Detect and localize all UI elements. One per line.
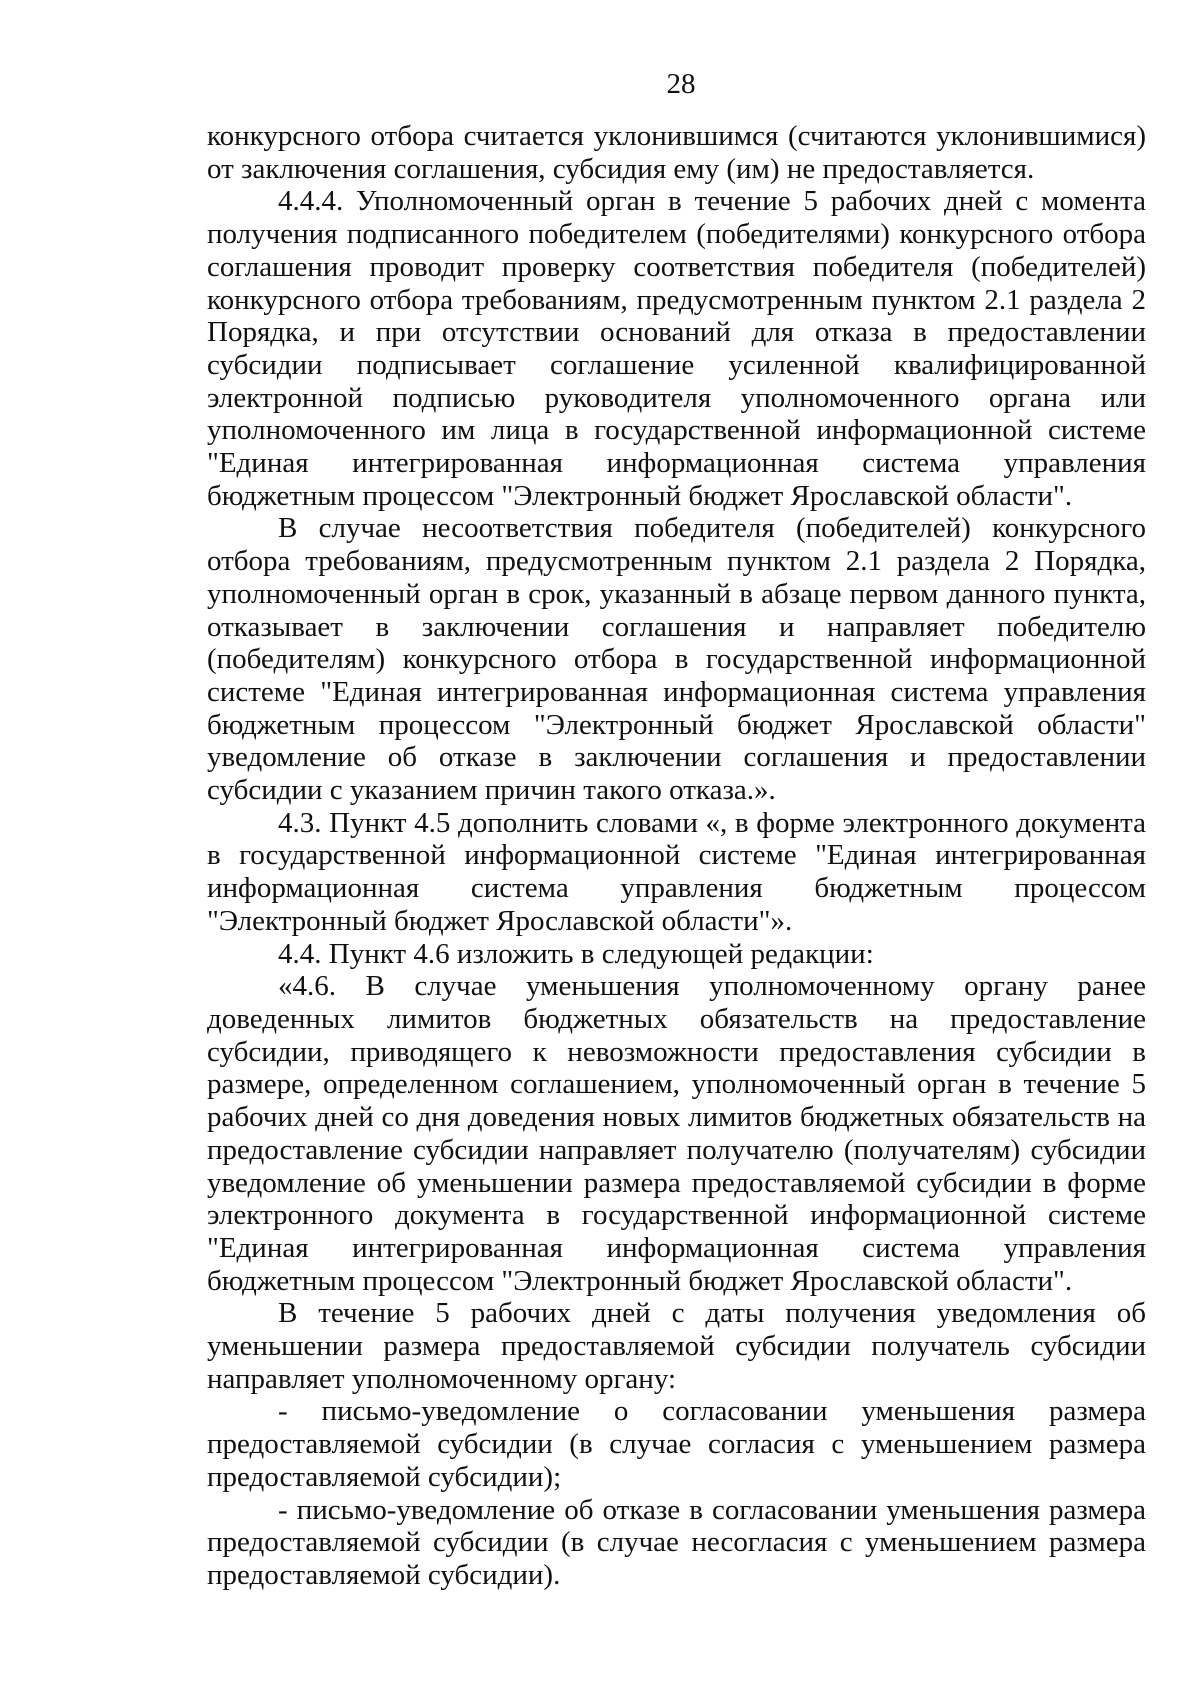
list-item-refusal-letter: - письмо-уведомление об отказе в согласовании уменьшения размера предоставляемой субсидии (в случае несогласия с уменьшением размера предоставляемой субсидии).: [207, 1493, 1146, 1591]
document-body: [207, 120, 1146, 1592]
page-number: 28: [666, 68, 696, 100]
paragraph-nonconformity: В случае несоответствия победителя (победителей) конкурсного отбора требованиям, предусмотренным пунктом 2.1 раздела 2 Порядка, уполномоченный орган в срок, указанный в абзаце первом данного пункта, отказывает в заключении соглашения и направляет победителю (победителям) конкурсного отбора в государственной информационной системе "Единая интегрированная информационная система управления бюджетным процессом "Электронный бюджет Ярославской области" уведомление об отказе в заключении соглашения и предоставлении субсидии с указанием причин такого отказа.».: [207, 512, 1146, 807]
paragraph-4-4: 4.4. Пункт 4.6 изложить в следующей редакции:: [278, 937, 874, 970]
paragraph-continuation: конкурсного отбора считается уклонившимся (считаются уклонившимися) от заключения соглашения, субсидия ему (им) не предоставляется.: [207, 120, 1146, 185]
paragraph-4-3: 4.3. Пункт 4.5 дополнить словами «, в форме электронного документа в государственной информационной системе "Единая интегрированная информационная система управления бюджетным процессом "Электронный бюджет Ярославской области"».: [207, 806, 1146, 937]
paragraph-4-6: «4.6. В случае уменьшения уполномоченному органу ранее доведенных лимитов бюджетных обязательств на предоставление субсидии, приводящего к невозможности предоставления субсидии в размере, определенном соглашением, уполномоченный орган в течение 5 рабочих дней со дня доведения новых лимитов бюджетных обязательств на предоставление субсидии направляет получателю (получателям) субсидии уведомление об уменьшении размера предоставляемой субсидии в форме электронного документа в государственной информационной системе "Единая интегрированная информационная система управления бюджетным процессом "Электронный бюджет Ярославской области".: [207, 970, 1146, 1297]
paragraph-4-4-4: 4.4.4. Уполномоченный орган в течение 5 рабочих дней с момента получения подписанного победителем (победителями) конкурсного отбора соглашения проводит проверку соответствия победителя (победителей) конкурсного отбора требованиям, предусмотренным пунктом 2.1 раздела 2 Порядка, и при отсутствии оснований для отказа в предоставлении субсидии подписывает соглашение усиленной квалифицированной электронной подписью руководителя уполномоченного органа или уполномоченного им лица в государственной информационной системе "Единая интегрированная информационная система управления бюджетным процессом "Электронный бюджет Ярославской области".: [207, 185, 1146, 512]
paragraph-within-5-days: В течение 5 рабочих дней с даты получения уведомления об уменьшении размера предоставляемой субсидии получатель субсидии направляет уполномоченному органу:: [207, 1297, 1146, 1395]
list-item-agreement-letter: - письмо-уведомление о согласовании уменьшения размера предоставляемой субсидии (в случае согласия с уменьшением размера предоставляемой субсидии);: [207, 1395, 1146, 1493]
